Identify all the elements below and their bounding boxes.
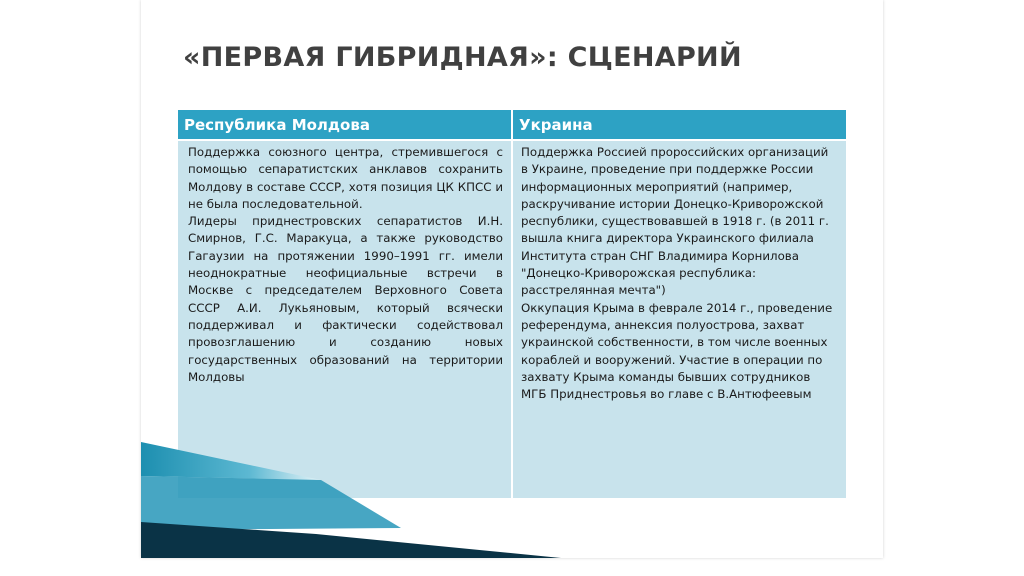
header-ukraine: Украина <box>512 110 846 140</box>
cell-ukraine <box>512 140 846 498</box>
moldova-paragraph-1: Поддержка союзного центра, стремившегося с помощью сепаратистских анклавов сохранить Молдову в составе СССР, хотя позиция ЦК КПСС и не была последовательной. <box>188 145 503 211</box>
ukraine-paragraph-1: Поддержка Россией пророссийских организаций в Украине, проведение при поддержке России информационных мероприятий (например, раскручивание истории Донецко-Криворожской республики, существовавшей в 1918 г. (в 2011 г. вышла книга директора Украинского филиала Института стран СНГ Владимира Корнилова "Донецко-Криворожская республика: расстрелянная мечта") <box>521 145 829 298</box>
presentation-slide <box>141 0 883 558</box>
swoosh-teal-lower <box>141 476 401 530</box>
table-header-row <box>178 110 846 140</box>
swoosh-teal-band <box>141 442 321 480</box>
ukraine-paragraph-2: Оккупация Крыма в феврале 2014 г., проведение референдума, аннексия полуострова, захват украинской собственности, в том числе военных кораблей и вооружений. Участие в операции по захвату Крыма команды бывших сотрудников МГБ Приднестровья во главе с В.Антюфеевым <box>521 300 833 402</box>
decorative-swoosh <box>141 438 561 558</box>
slide-title: «ПЕРВАЯ ГИБРИДНАЯ»: СЦЕНАРИЙ <box>183 42 742 73</box>
moldova-paragraph-2: Лидеры приднестровских сепаратистов И.Н. Смирнов, Г.С. Маракуца, а также руководство Гагаузии на протяжении 1990–1991 гг. имели неоднократные неофициальные встречи в Москве с председателем Верховного Совета СССР А.И. Лукьяновым, который всячески поддерживал и фактически содействовал провозглашению и созданию новых государственных образований на территории Молдовы <box>188 214 503 384</box>
header-moldova: Республика Молдова <box>178 110 512 140</box>
